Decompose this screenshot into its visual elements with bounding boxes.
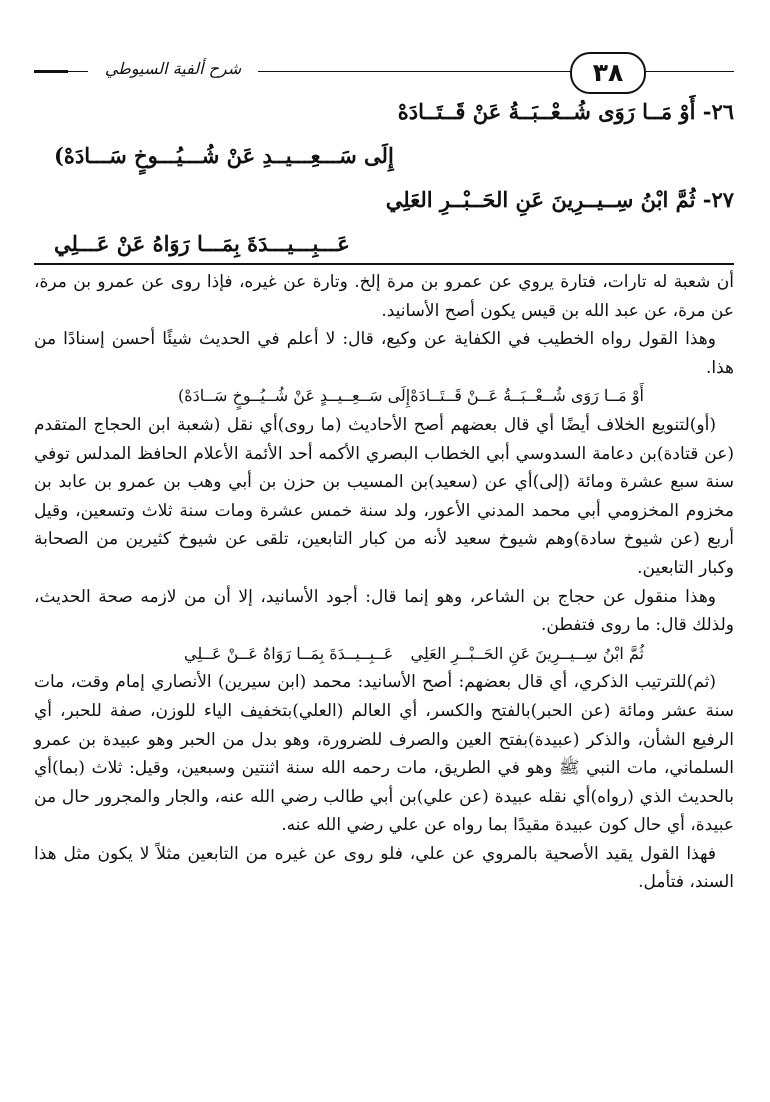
quoted-verse-first: ثُمَّ ابْنُ سِــيــرِينَ عَنِ الحَــبْــرِ العَلِي: [410, 643, 644, 663]
quoted-verse-second: عَــبِــيــدَةَ بِمَــا رَوَاهُ عَــنْ عَــلِي: [184, 643, 394, 663]
verse-26-second-hemistich: إِلَى سَـــعِـــيــدِ عَنْ شُـــيُـــوخٍ سَـــادَهْ): [54, 143, 394, 168]
section-divider: [34, 263, 734, 265]
paragraph: فهذا القول يقيد الأصحية بالمروي عن علي، فلو روى عن غيره من التابعين مثلاً لا يكون مثل هذا السند، فتأمل.: [34, 843, 734, 893]
paragraph: أن شعبة له تارات، فتارة يروي عن عمرو بن مرة إلخ. وتارة عن غيره، فإذا روى عن عمرو بن مرة، عن مرة، عن عبد الله بن قيس يكون أصح الأسانيد.: [34, 272, 734, 321]
quoted-verse-first: أَوْ مَــا رَوَى شُــعْــبَــةُ عَــنْ قَــتَــادَهْ: [410, 386, 644, 406]
verse-26-first-hemistich: ٢٦- أَوْ مَــا رَوَى شُــعْــبَــةُ عَنْ قَــتَــادَهْ: [397, 99, 734, 124]
paragraph: وهذا القول رواه الخطيب في الكفاية عن وكيع، قال: لا أعلم في الحديث شيئًا أحسن إسنادًا من هذا.: [34, 329, 734, 378]
quoted-verse: [34, 382, 734, 411]
paragraph: (ثم)للترتيب الذكري، أي قال بعضهم: أصح الأسانيد: محمد (ابن سيرين) الأنصاري إمام وقت، مات سنة عشر ومائة (عن الحبر)بالفتح والكسر، أي العالم (العلي)بتخفيف الياء للوزن، صفة للحبر، أي الرفيع الشأن، والذكر (عبيدة)بفتح العين والصرف للضرورة، وهو بدل من الحبر وهو عبيدة بن عمرو السلماني، مات النبي ﷺ وهو في الطريق، مات رحمه الله سنة اثنتين وسبعين، وقيل: ثلاث (بما)أي بالحديث الذي (رواه)أي نقله عبيدة (عن علي)بن أبي طالب رضي الله عنه، والجار والمجرور حال من عبيدة، أي حال كون عبيدة مقيدًا بما رواه عن علي رضي الله عنه.: [34, 672, 734, 836]
book-title: شرح ألفية السيوطي: [88, 54, 258, 84]
header-dash: [34, 70, 68, 73]
verse-27-second-hemistich: عَـــبِـــيـــدَةَ بِمَـــا رَوَاهُ عَنْ عَـــلِي: [54, 231, 350, 256]
commentary-text: [34, 268, 734, 897]
page-header: [34, 44, 734, 96]
verse-block: [36, 90, 734, 266]
quoted-verse: [34, 640, 734, 669]
quoted-verse-second: إِلَى سَــعِــيــدٍ عَنْ شُــيُــوخٍ سَــادَهْ): [178, 386, 411, 406]
paragraph: (أو)لتنويع الخلاف أيضًا أي قال بعضهم أصح الأحاديث (ما روى)أي نقل (شعبة ابن الحجاج المتقدم (عن قتادة)بن دعامة السدوسي أبي الخطاب البصري الأكمه أحد الأئمة الأعلام الحافظ المدلس توفي سنة سبع عشرة ومائة (إلى)أي عن (سعيد)بن المسيب بن حزن بن أبي وهب بن عمرو بن عابد بن مخزوم المخزومي أبي محمد المدني الأعور، ولد سنة خمس عشرة ومات سنة ثلاث وتسعين، وقيل أربع (عن شيوخ سادة)وهم شيوخ سعيد لأنه من كبار التابعين، تلقى عن شيوخ كثيرين من الصحابة وكبار التابعين.: [34, 414, 734, 578]
verse-27-first-hemistich: ٢٧- ثُمَّ ابْنُ سِــيــرِينَ عَنِ الحَــبْــرِ العَلِي: [385, 187, 734, 212]
paragraph: وهذا منقول عن حجاج بن الشاعر، وهو إنما قال: أجود الأسانيد، إلا أن من لازمه صحة الحديث، ولذلك قال: ما روى فتفطن.: [34, 586, 734, 636]
page-number: ٣٨: [570, 52, 646, 94]
